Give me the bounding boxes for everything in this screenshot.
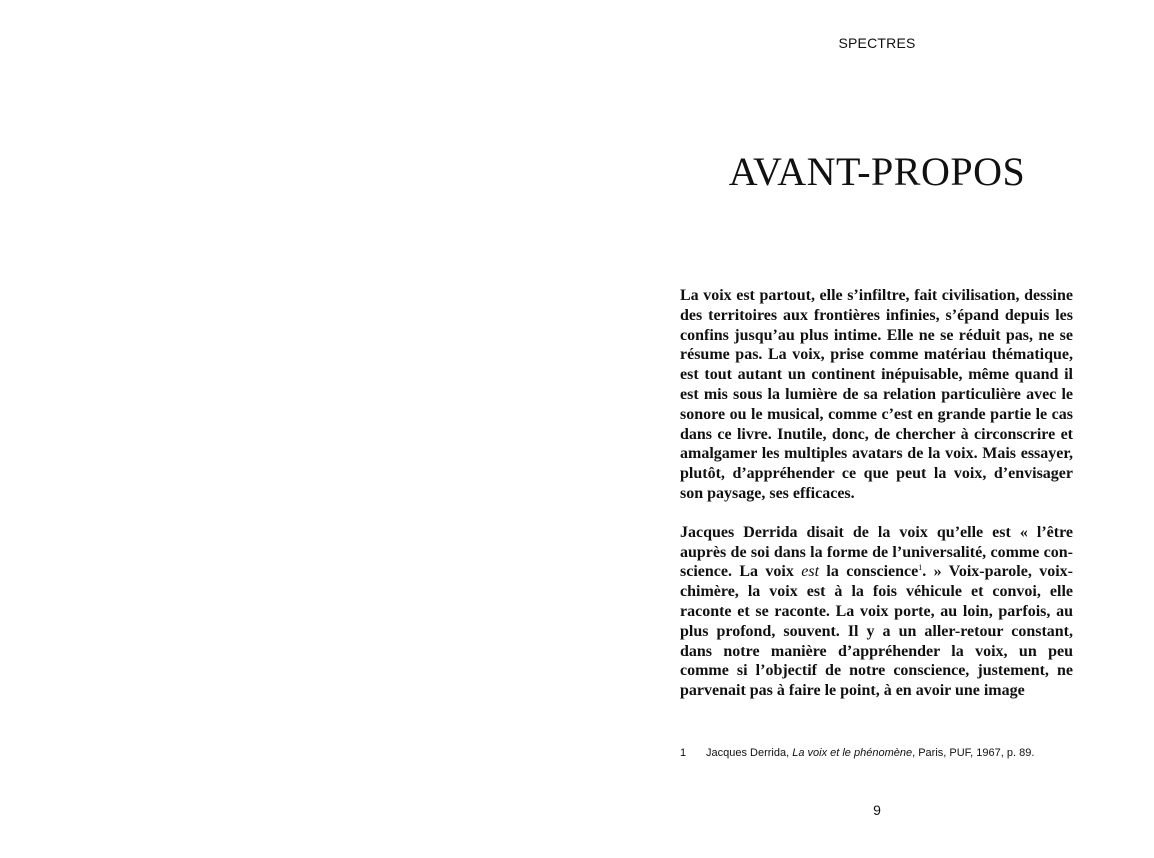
paragraph-1: La voix est partout, elle s’infiltre, fait civilisation, dessine des territoires aux frontières infinies, s’épand depuis les confins jusqu’au plus intime. Elle ne se réduit pas, ne se résume pas. La voix, prise comme matériau thématique, est tout autant un continent inépuisable, même quand il est mis sous la lumière de sa relation particulière avec le sonore ou le musical, comme c’est en grande partie le cas dans ce livre. Inutile, donc, de chercher à circonscrire et amalgamer les multiples avatars de la voix. Mais essayer, plutôt, d’appréhender ce que peut la voix, d’envisager son paysage, ses efficaces.: [680, 287, 1073, 502]
running-head: SPECTRES: [838, 35, 916, 51]
paragraph-2-part-3: . » Voix-parole, voix-chimère, la voix est à la fois véhicule et convoi, elle raconte et se raconte. La voix porte, au loin, parfois, au plus profond, souvent. Il y a un aller-retour constant, dans notre manière d’appréhender la voix, un peu comme si l’objectif de notre conscience, justement, ne parvenait pas à faire le point, à en avoir une image: [680, 563, 1074, 700]
paragraph-2: [680, 523, 1073, 701]
paragraph-2-part-2: la conscience: [819, 563, 919, 581]
footnote-number: 1: [680, 747, 687, 759]
footnote-reference[interactable]: 1: [918, 563, 923, 573]
body-text: [680, 286, 1073, 701]
paragraph-2-part-1: Jacques Derrida disait de la voix qu’elle est « l’être auprès de soi dans la forme de l’universalité, comme con-science. La voix: [680, 523, 1073, 581]
chapter-title: AVANT-PROPOS: [728, 149, 1026, 194]
footnote-author: Jacques Derrida,: [706, 747, 793, 759]
footnote-title: La voix et le phénomène: [792, 747, 913, 759]
paragraph-2-italic: est: [801, 563, 820, 581]
footnote: [680, 747, 1080, 759]
page-number: 9: [873, 802, 881, 818]
footnote-rest: , Paris, PUF, 1967, p. 89.: [912, 747, 1035, 759]
